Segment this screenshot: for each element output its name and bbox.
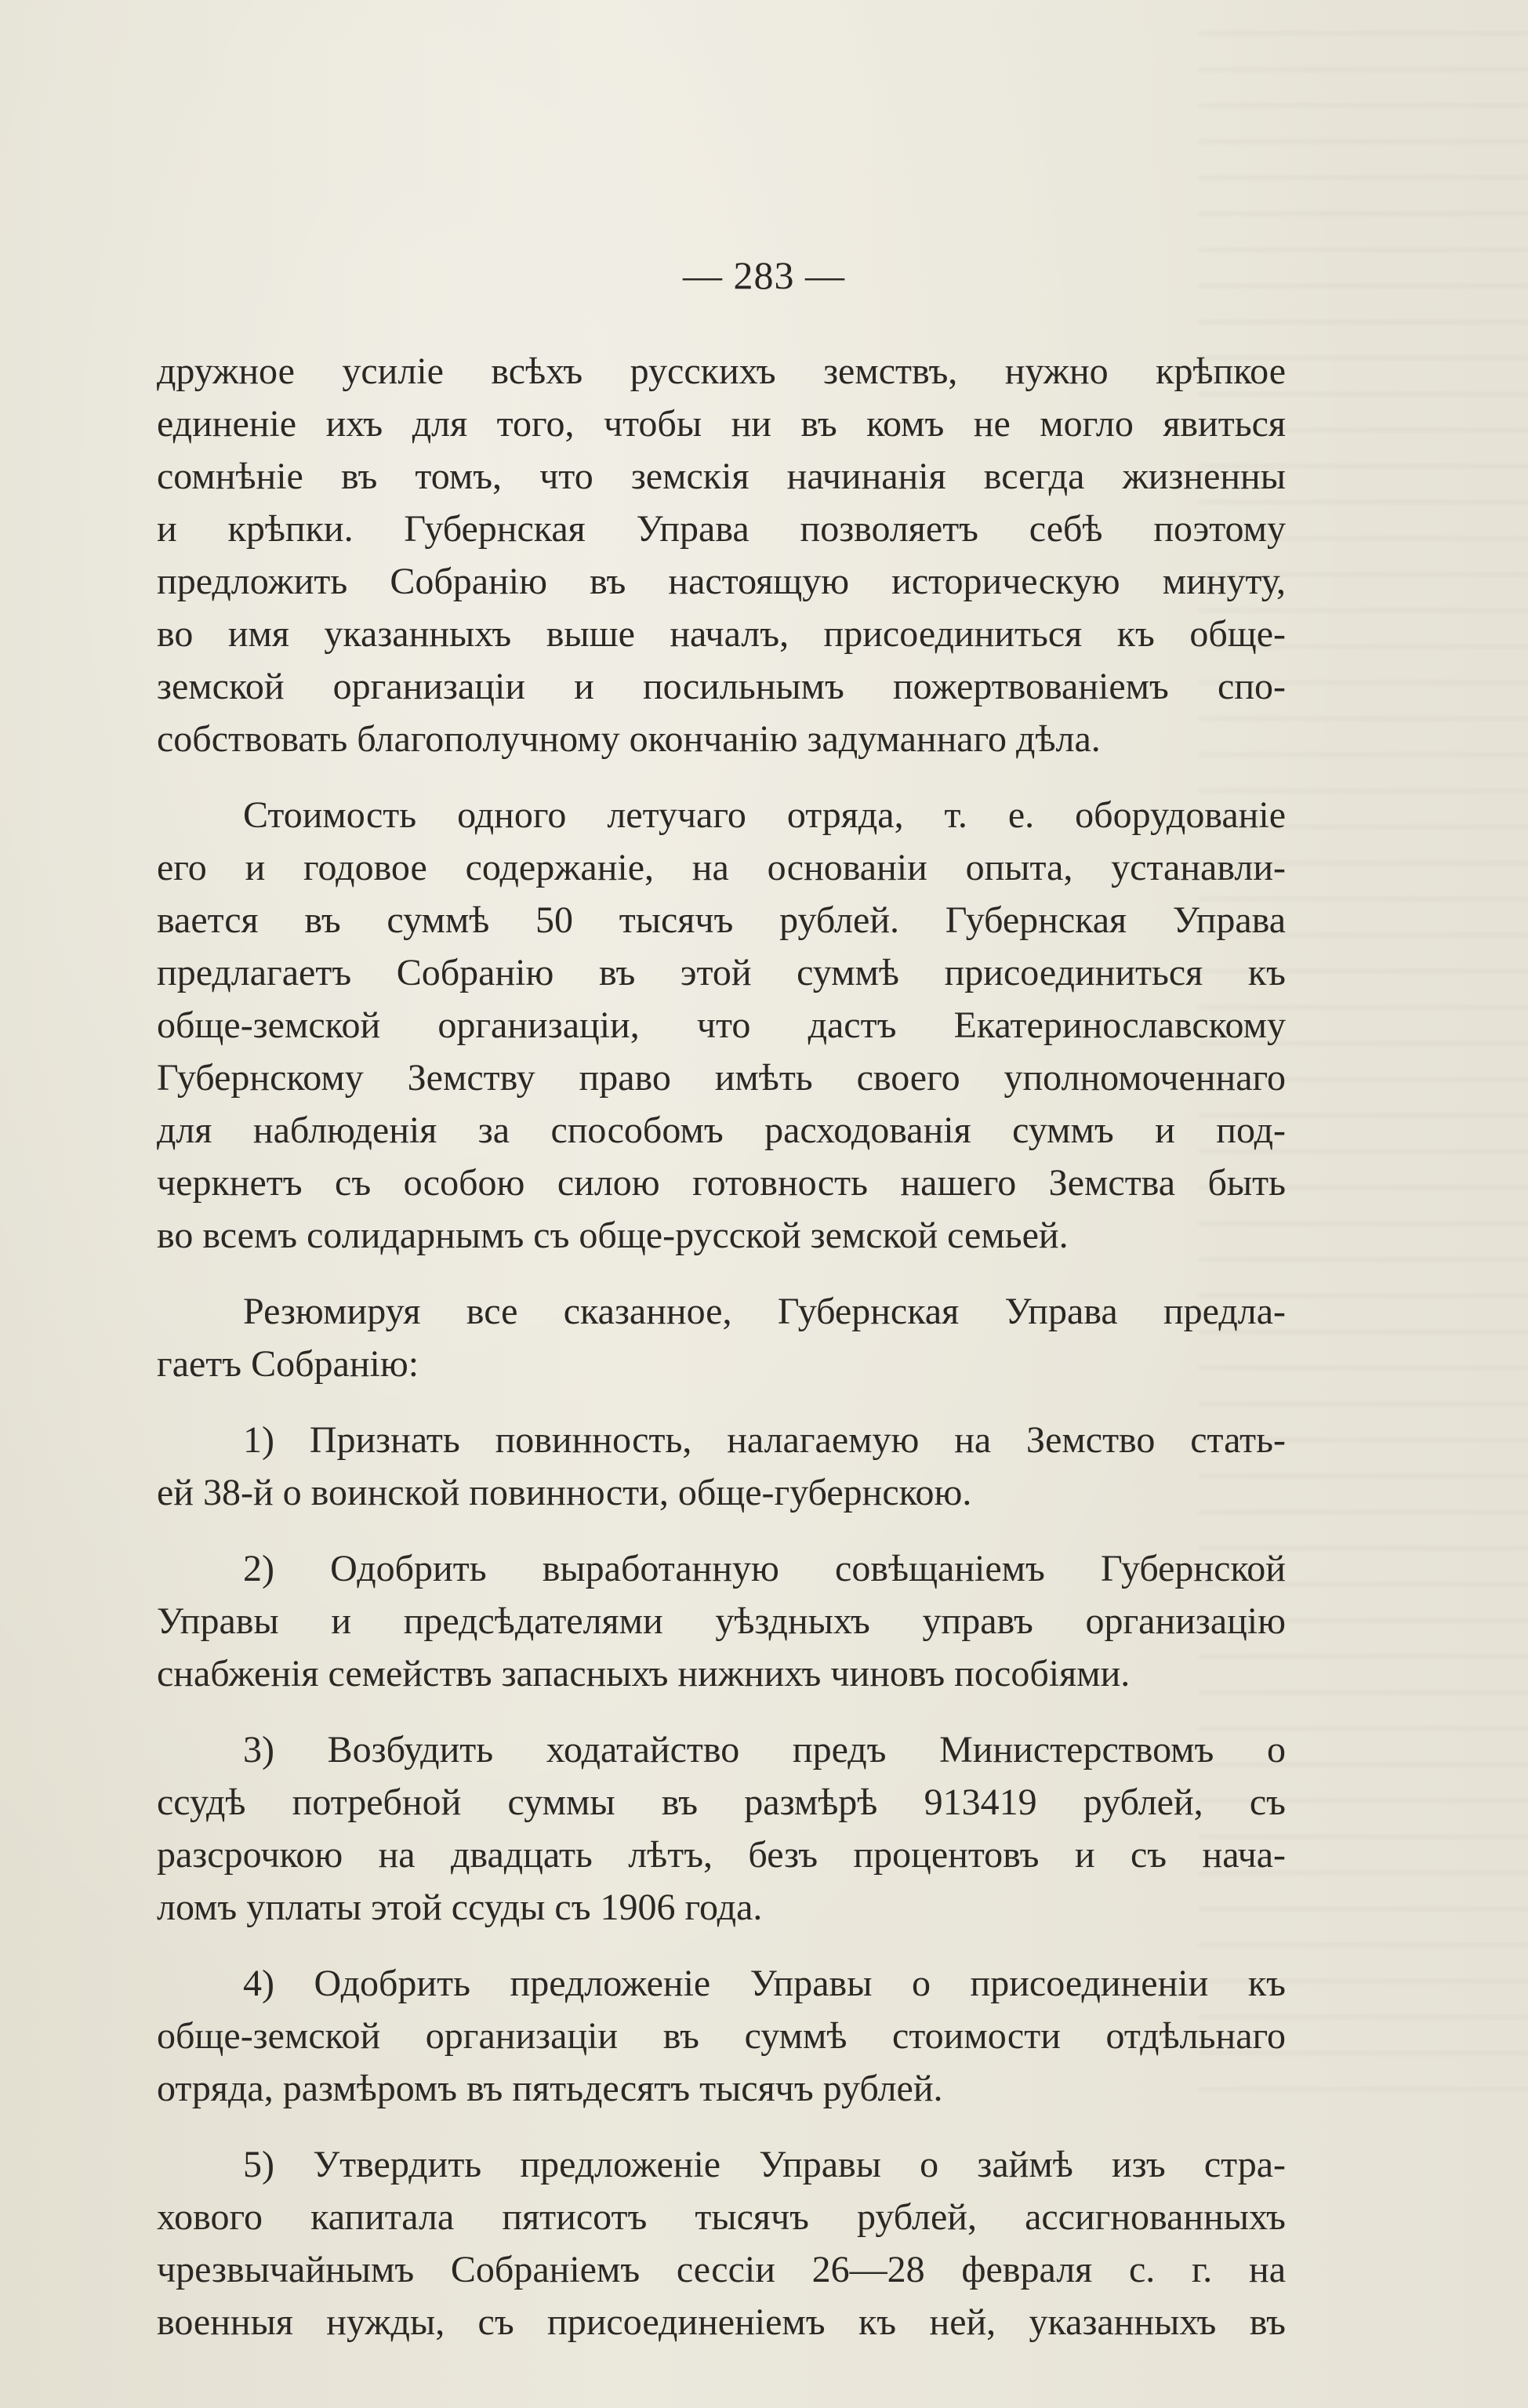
paragraph-gap [157,1934,1286,1957]
text-line: обще-земской организаціи, что дастъ Екатеринославскому [157,1004,1286,1046]
paragraph [157,1723,1286,1934]
text-line: обще-земской организаціи въ суммѣ стоимости отдѣльнаго [157,2015,1286,2057]
text-line: черкнетъ съ особою силою готовность нашего Земства быть [157,1162,1286,1204]
text-line: его и годовое содержаніе, на основаніи опыта, устанавли- [157,847,1286,888]
text-line: снабженія семействъ запасныхъ нижнихъ чиновъ пособіями. [157,1653,1131,1694]
paragraph [157,1542,1286,1700]
text-line: ей 38-й о воинской повинности, обще-губернскою. [157,1472,972,1513]
page-number: — 283 — [683,253,845,297]
paragraph-gap [157,765,1286,789]
text-line: сомнѣніе въ томъ, что земскія начинанія всегда жизненны [157,456,1286,497]
text-line: отряда, размѣромъ въ пятьдесятъ тысячъ рублей. [157,2068,943,2109]
text-line: гаетъ Собранію: [157,1343,419,1385]
paragraph-gap [157,1262,1286,1285]
text-line: Стоимость одного летучаго отряда, т. е. оборудованіе [243,794,1286,836]
text-line: во имя указанныхъ выше началъ, присоединиться къ обще- [157,613,1286,655]
paragraph [157,1414,1286,1519]
text-line: земской организаціи и посильнымъ пожертвованіемъ спо- [157,666,1286,707]
text-line: ссудѣ потребной суммы въ размѣрѣ 913419 рублей, съ [157,1781,1286,1823]
text-line: Управы и предсѣдателями уѣздныхъ управъ организацію [157,1600,1286,1642]
text-line: единеніе ихъ для того, чтобы ни въ комъ не могло явиться [157,403,1286,445]
text-line: ломъ уплаты этой ссуды съ 1906 года. [157,1887,763,1928]
paragraph-gap [157,1700,1286,1723]
paragraph [157,1285,1286,1390]
text-line: дружное усиліе всѣхъ русскихъ земствъ, нужно крѣпкое [157,350,1286,392]
text-line: 5) Утвердить предложеніе Управы о займѣ изъ стра- [243,2144,1286,2185]
text-line: 4) Одобрить предложеніе Управы о присоединеніи къ [243,1963,1286,2004]
paragraph [157,789,1286,1262]
text-line: вается въ суммѣ 50 тысячъ рублей. Губернская Управа [157,899,1286,941]
text-line: хового капитала пятисотъ тысячъ рублей, ассигнованныхъ [157,2196,1286,2238]
text-line: разсрочкою на двадцать лѣтъ, безъ процентовъ и съ нача- [157,1834,1286,1876]
body-text [157,345,1286,2348]
text-line: 1) Признать повинность, налагаемую на Земство стать- [243,1419,1286,1461]
text-line: во всемъ солидарнымъ съ обще-русской земской семьей. [157,1215,1069,1256]
text-line: 3) Возбудить ходатайство предъ Министерствомъ о [243,1729,1286,1771]
paragraph [157,345,1286,765]
paragraph-gap [157,1519,1286,1542]
text-line: собствовать благополучному окончанію задуманнаго дѣла. [157,718,1101,760]
text-line: чрезвычайнымъ Собраніемъ сессіи 26—28 февраля с. г. на [157,2249,1286,2290]
paragraph [157,1957,1286,2115]
paragraph-gap [157,1390,1286,1414]
text-line: для наблюденія за способомъ расходованія суммъ и под- [157,1110,1286,1151]
text-line: Губернскому Земству право имѣть своего уполномоченнаго [157,1057,1286,1099]
paragraph [157,2138,1286,2348]
text-line: Резюмируя все сказанное, Губернская Управа предла- [243,1291,1286,1332]
text-line: предложить Собранію въ настоящую историческую минуту, [157,561,1286,602]
text-line: военныя нужды, съ присоединеніемъ къ ней, указанныхъ въ [157,2301,1286,2343]
text-line: предлагаетъ Собранію въ этой суммѣ присоединиться къ [157,952,1286,993]
paragraph-gap [157,2115,1286,2138]
text-line: и крѣпки. Губернская Управа позволяетъ себѣ поэтому [157,508,1286,550]
text-line: 2) Одобрить выработанную совѣщаніемъ Губернской [243,1548,1286,1589]
